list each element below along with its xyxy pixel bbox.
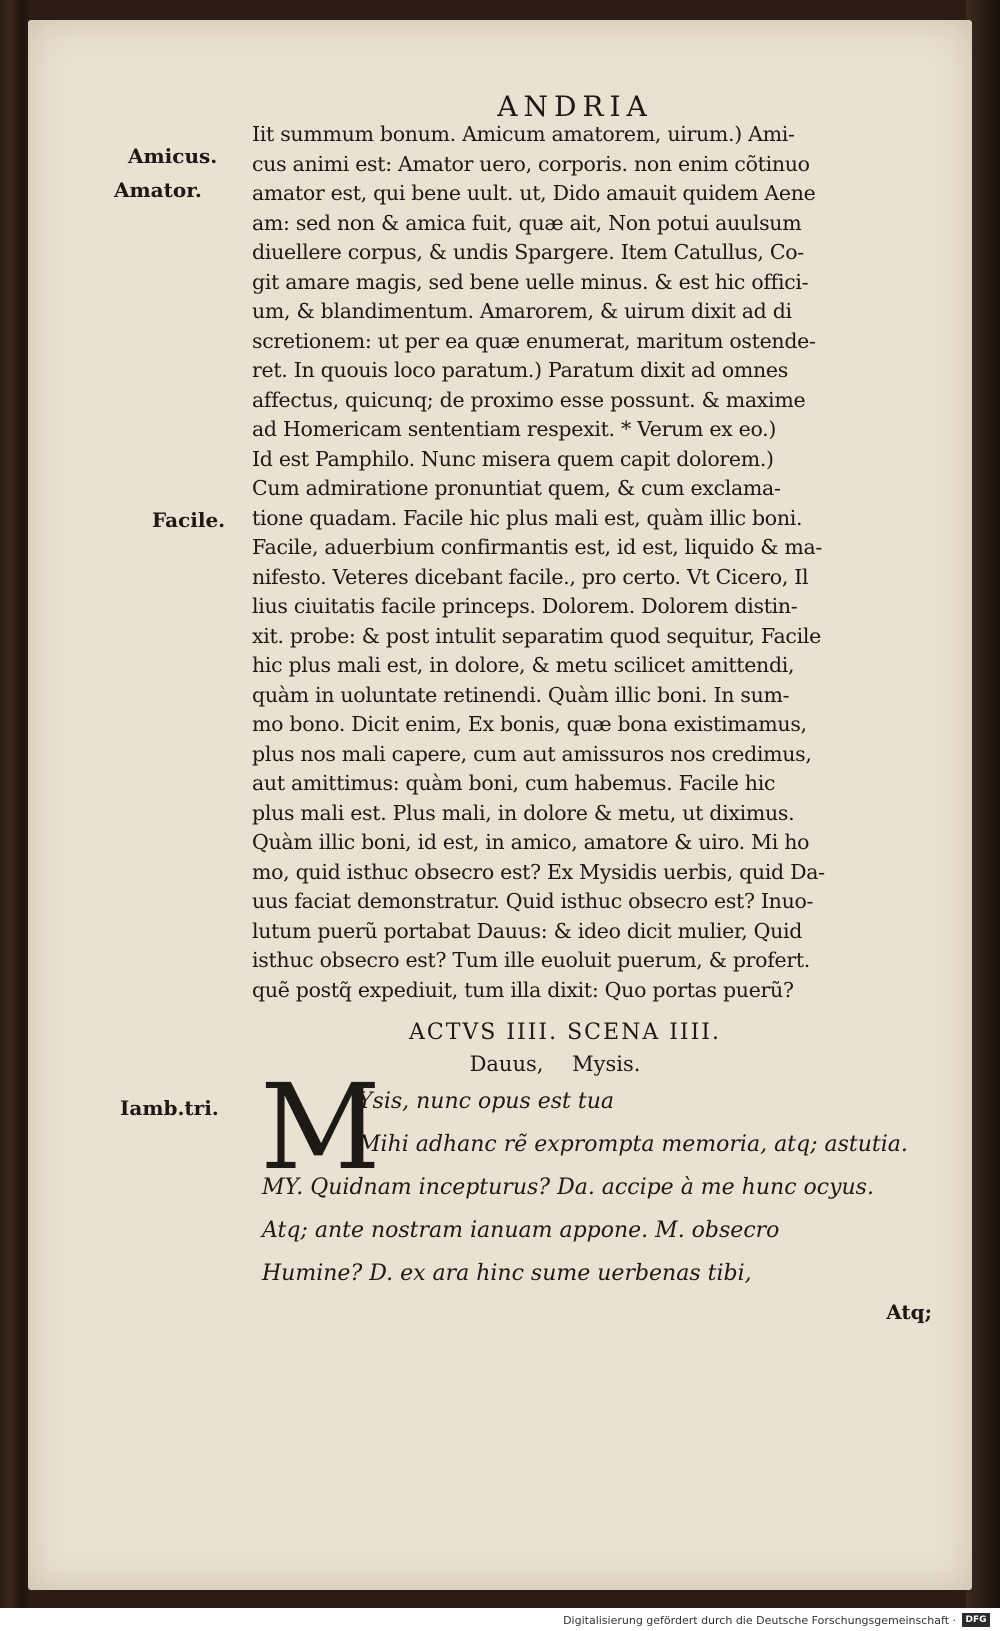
commentary-line: amator est, qui bene uult. ut, Dido amauit quidem Aene	[252, 181, 816, 205]
verse-line: Ysis, nunc opus est tua	[358, 1089, 614, 1114]
catchword: Atq;	[886, 1300, 932, 1324]
funding-credit: Digitalisierung gefördert durch die Deutsche Forschungsgemeinschaft ·	[563, 1614, 956, 1627]
commentary-line: xit. probe: & post intulit separatim quod sequitur, Facile	[252, 623, 821, 648]
commentary-line: isthuc obsecro est? Tum ille euoluit puerum, & profert.	[252, 948, 811, 972]
commentary-line: aut amittimus: quàm boni, cum habemus. Facile hic	[252, 771, 776, 795]
dfg-logo: DFG	[962, 1613, 990, 1627]
commentary-line: git amare magis, sed bene uelle minus. & est hic offici-	[252, 269, 809, 294]
commentary-line: Facile, aduerbium confirmantis est, id est, liquido & ma-	[252, 535, 823, 559]
verse-line: MY. Quidnam incepturus? Da. accipe à me hunc ocyus.	[262, 1175, 874, 1200]
commentary-line: ad Homericam sententiam respexit. * Verum ex eo.)	[252, 417, 777, 441]
commentary-line: lutum puerũ portabat Dauus: & ideo dicit mulier, Quid	[252, 918, 803, 943]
verse-line: Humine? D. ex ara hinc sume uerbenas tibi,	[262, 1261, 752, 1286]
commentary-line: hic plus mali est, in dolore, & metu scilicet amittendi,	[252, 653, 795, 677]
commentary-line: Id est Pamphilo. Nunc misera quem capit dolorem.)	[252, 446, 774, 471]
running-header: ANDRIA	[497, 90, 653, 123]
book-page	[28, 20, 972, 1590]
commentary-line: tione quadam. Facile hic plus mali est, quàm illic boni.	[252, 505, 803, 530]
commentary-block	[252, 120, 952, 1005]
speakers-line: Dauus, Mysis.	[469, 1052, 641, 1076]
commentary-line: plus mali est. Plus mali, in dolore & metu, ut diximus.	[252, 800, 795, 825]
margin-note-iamb: Iamb.tri.	[120, 1096, 219, 1120]
commentary-line: um, & blandimentum. Amarorem, & uirum dixit ad di	[252, 299, 792, 323]
commentary-line: nifesto. Veteres dicebant facile., pro certo. Vt Cicero, Il	[252, 564, 809, 589]
margin-note-amicus: Amicus.	[128, 144, 218, 168]
commentary-line: quàm in uoluntate retinendi. Quàm illic boni. In sum-	[252, 682, 790, 707]
commentary-line: ret. In quouis loco paratum.) Paratum dixit ad omnes	[252, 358, 788, 382]
act-scene-heading: ACTVS IIII. SCENA IIII.	[409, 1020, 721, 1045]
commentary-line: diuellere corpus, & undis Spargere. Item Catullus, Co-	[252, 240, 804, 264]
commentary-line: Cum admiratione pronuntiat quem, & cum exclama-	[252, 476, 781, 500]
verse-line: Mihi adhanc rẽ exprompta memoria, atq; astutia.	[358, 1132, 908, 1157]
commentary-line: am: sed non & amica fuit, quæ ait, Non potui auulsum	[252, 210, 802, 235]
commentary-line: plus nos mali capere, cum aut amissuros nos credimus,	[252, 741, 812, 766]
drop-cap-initial: M	[260, 1058, 381, 1196]
commentary-line: Iit summum bonum. Amicum amatorem, uirum.) Ami-	[252, 122, 795, 146]
commentary-line: scretionem: ut per ea quæ enumerat, maritum ostende-	[252, 328, 816, 353]
verse-line: Atq; ante nostram ianuam appone. M. obsecro	[262, 1218, 780, 1243]
margin-note-amator: Amator.	[114, 178, 202, 202]
margin-note-facile: Facile.	[152, 508, 226, 532]
commentary-line: uus faciat demonstratur. Quid isthuc obsecro est? Inuo-	[252, 889, 814, 913]
commentary-line: quẽ postq̃ expediuit, tum illa dixit: Quo portas puerũ?	[252, 977, 794, 1002]
commentary-line: Quàm illic boni, id est, in amico, amatore & uiro. Mi ho	[252, 830, 810, 854]
commentary-line: mo bono. Dicit enim, Ex bonis, quæ bona existimamus,	[252, 712, 807, 736]
footer-bar	[0, 1608, 1000, 1631]
verse-block	[262, 1080, 962, 1295]
commentary-line: affectus, quicunq; de proximo esse possunt. & maxime	[252, 387, 806, 412]
commentary-line: cus animi est: Amator uero, corporis. non enim cõtinuo	[252, 151, 810, 176]
commentary-line: lius ciuitatis facile princeps. Dolorem. Dolorem distin-	[252, 594, 798, 618]
commentary-line: mo, quid isthuc obsecro est? Ex Mysidis uerbis, quid Da-	[252, 859, 825, 884]
